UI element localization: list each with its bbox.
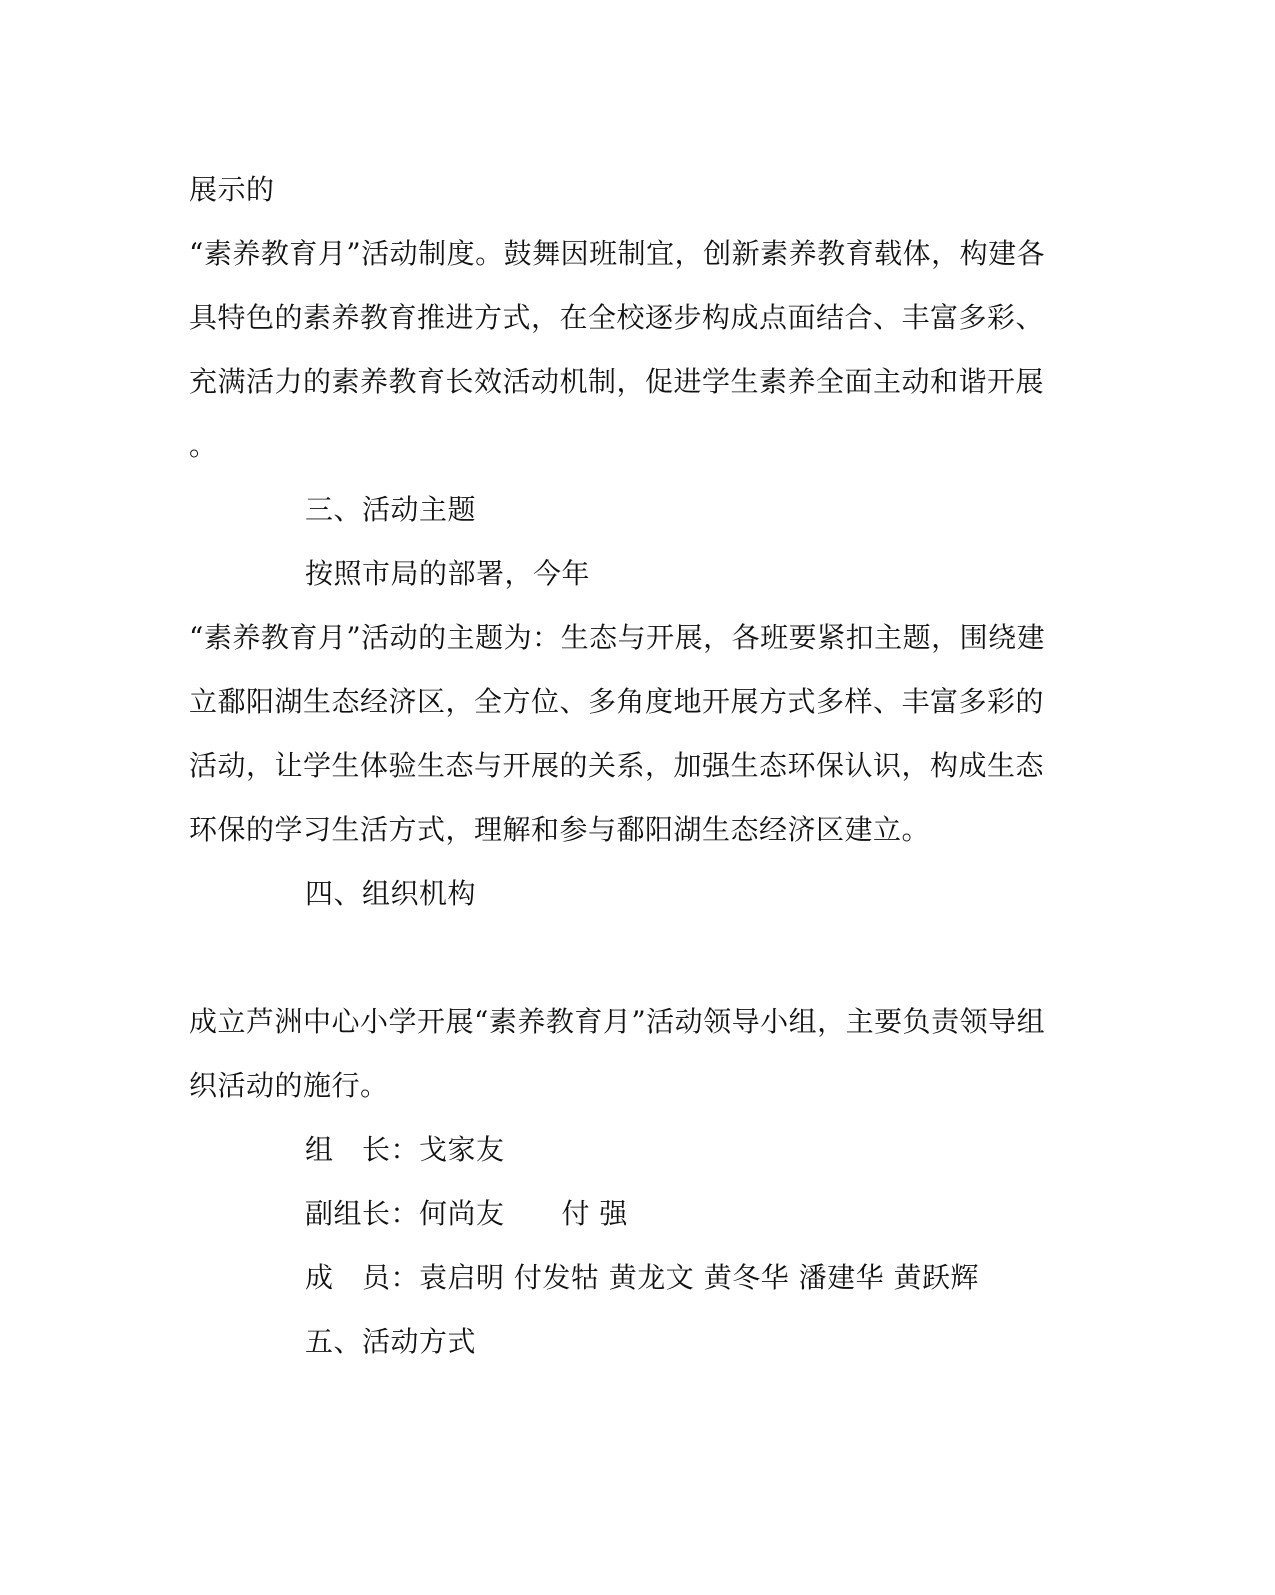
paragraph-line: 活动，让学生体验生态与开展的关系，加强生态环保认识，构成生态 [189,749,1045,782]
section-heading: 四、组织机构 [305,877,477,910]
deputy-leader-line: 副组长：何尚友 付 强 [305,1197,628,1230]
paragraph-line: 环保的学习生活方式，理解和参与鄱阳湖生态经济区建立。 [189,813,931,846]
paragraph-line: 充满活力的素养教育长效活动机制，促进学生素养全面主动和谐开展 [189,365,1045,398]
paragraph-line: 立鄱阳湖生态经济区，全方位、多角度地开展方式多样、丰富多彩的 [189,685,1045,718]
paragraph-line: “素养教育月”活动的主题为：生态与开展，各班要紧扣主题，围绕建 [189,621,1046,654]
paragraph-line: “素养教育月”活动制度。鼓舞因班制宜，创新素养教育载体，构建各 [189,237,1046,270]
paragraph-line: 织活动的施行。 [189,1069,389,1102]
group-leader-line: 组 长：戈家友 [305,1133,505,1166]
paragraph-line: 具特色的素养教育推进方式，在全校逐步构成点面结合、丰富多彩、 [189,301,1045,334]
paragraph-line: 按照市局的部署，今年 [305,557,591,590]
section-heading: 三、活动主题 [305,493,477,526]
paragraph-line: 成立芦洲中心小学开展“素养教育月”活动领导小组，主要负责领导组 [189,1005,1046,1038]
paragraph-line: 。 [189,429,218,462]
members-line: 成 员：袁启明 付发牯 黄龙文 黄冬华 潘建华 黄跃辉 [305,1261,980,1294]
section-heading: 五、活动方式 [305,1325,477,1358]
paragraph-line: 展示的 [189,173,275,206]
